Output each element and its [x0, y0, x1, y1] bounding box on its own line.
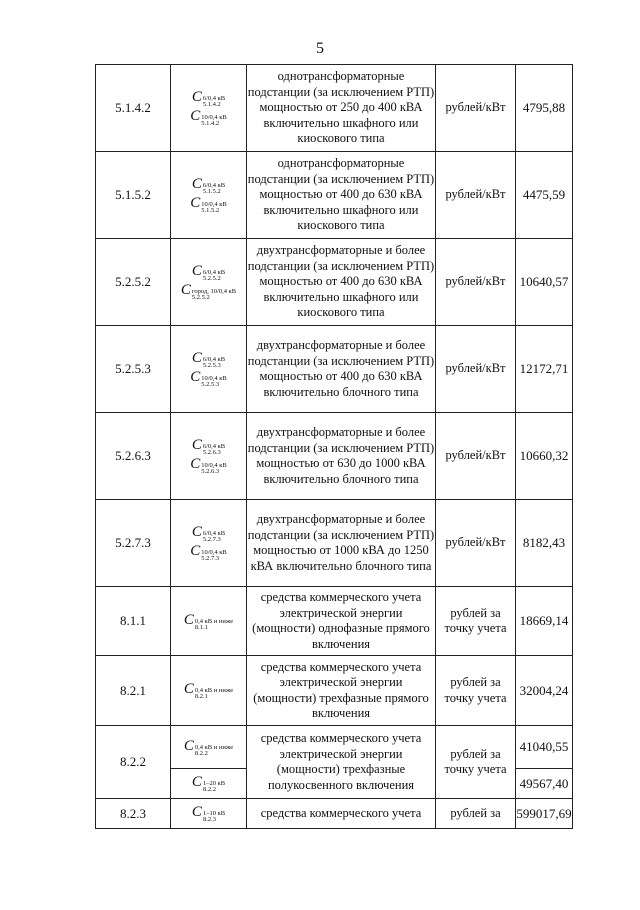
row-code: 8.1.1 — [96, 587, 171, 656]
row-value: 10660,32 — [516, 413, 573, 500]
row-code: 8.2.1 — [96, 656, 171, 726]
row-unit: рублей/кВт — [436, 152, 516, 239]
row-description: средства коммерческого учета электрической энергии (мощности) трехфазные прямого включения — [247, 656, 436, 726]
row-value: 10640,57 — [516, 239, 573, 326]
rate-symbol: C 10/0,4 кВ 5.1.4.2 — [190, 108, 227, 127]
row-unit: рублей за — [436, 799, 516, 829]
rate-symbols — [171, 656, 247, 726]
table-row — [96, 326, 573, 413]
row-description: однотрансформаторные подстанции (за исключением РТП) мощностью от 400 до 630 кВА включительно шкафного или киоскового типа — [247, 152, 436, 239]
rate-symbol: C 6/0,4 кВ 5.2.6.3 — [191, 437, 226, 456]
row-code: 5.1.4.2 — [96, 65, 171, 152]
row-value: 4795,88 — [516, 65, 573, 152]
rate-symbols — [171, 726, 247, 769]
rate-symbols — [171, 769, 247, 799]
row-description: средства коммерческого учета электрической энергии (мощности) однофазные прямого включения — [247, 587, 436, 656]
rate-symbol: C 10/0,4 кВ 5.1.5.2 — [190, 195, 227, 214]
rate-symbol: C 6/0,4 кВ 5.1.5.2 — [191, 176, 226, 195]
rate-symbols — [171, 413, 247, 500]
rate-symbol: C 6/0,4 кВ 5.1.4.2 — [191, 89, 226, 108]
row-unit: рублей за точку учета — [436, 726, 516, 799]
rate-symbol: C 6/0,4 кВ 5.2.7.3 — [191, 524, 226, 543]
rate-symbols — [171, 587, 247, 656]
rate-symbol: C 10/0,4 кВ 5.2.6.3 — [190, 456, 227, 475]
rate-symbol: C 0,4 кВ и ниже 8.2.1 — [183, 681, 234, 700]
page-number: 5 — [316, 40, 324, 57]
row-description: средства коммерческого учета электрической энергии (мощности) трехфазные полукосвенного включения — [247, 726, 436, 799]
rate-symbols — [171, 239, 247, 326]
table-row — [96, 152, 573, 239]
rate-symbols — [171, 799, 247, 829]
table-row — [96, 587, 573, 656]
row-value: 8182,43 — [516, 500, 573, 587]
row-value: 41040,55 — [516, 726, 573, 769]
rate-symbols — [171, 500, 247, 587]
row-description: двухтрансформаторные и более подстанции (за исключением РТП) мощностью от 1000 кВА до 1250 кВА включительно блочного типа — [247, 500, 436, 587]
row-code: 5.2.7.3 — [96, 500, 171, 587]
table-row — [96, 799, 573, 829]
row-value: 18669,14 — [516, 587, 573, 656]
row-code: 5.2.6.3 — [96, 413, 171, 500]
rate-symbol: C 10/0,4 кВ 5.2.5.3 — [190, 369, 227, 388]
row-unit: рублей/кВт — [436, 413, 516, 500]
rate-symbols — [171, 152, 247, 239]
row-unit: рублей/кВт — [436, 239, 516, 326]
rate-symbol: C 0,4 кВ и ниже 8.2.2 — [183, 737, 234, 757]
table-row — [96, 65, 573, 152]
row-value: 12172,71 — [516, 326, 573, 413]
rate-symbol: C 1–20 кВ 8.2.2 — [191, 774, 226, 793]
row-unit: рублей/кВт — [436, 326, 516, 413]
tariff-table — [95, 64, 573, 829]
table-row — [96, 656, 573, 726]
row-value: 599017,69 — [516, 799, 573, 829]
rate-symbols — [171, 65, 247, 152]
rate-symbol: C 0,4 кВ и ниже 8.1.1 — [183, 611, 234, 631]
row-code: 8.2.3 — [96, 799, 171, 829]
row-unit: рублей за точку учета — [436, 587, 516, 656]
rate-symbol: C 6/0,4 кВ 5.2.5.2 — [191, 263, 226, 282]
rate-symbol: C город, 10/0,4 кВ 5.2.5.2 — [180, 282, 237, 301]
rate-symbols — [171, 326, 247, 413]
row-value: 32004,24 — [516, 656, 573, 726]
row-code: 5.1.5.2 — [96, 152, 171, 239]
row-description: средства коммерческого учета — [247, 799, 436, 829]
row-description: двухтрансформаторные и более подстанции (за исключением РТП) мощностью от 630 до 1000 кВА включительно блочного типа — [247, 413, 436, 500]
table-row — [96, 413, 573, 500]
table-row — [96, 239, 573, 326]
rate-symbol: C 6/0,4 кВ 5.2.5.3 — [191, 350, 226, 369]
row-description: двухтрансформаторные и более подстанции (за исключением РТП) мощностью от 400 до 630 кВА включительно шкафного или киоскового типа — [247, 239, 436, 326]
row-value: 4475,59 — [516, 152, 573, 239]
row-code: 8.2.2 — [96, 726, 171, 799]
row-description: однотрансформаторные подстанции (за исключением РТП) мощностью от 250 до 400 кВА включительно шкафного или киоскового типа — [247, 65, 436, 152]
row-code: 5.2.5.2 — [96, 239, 171, 326]
row-value: 49567,40 — [516, 769, 573, 799]
table-row — [96, 500, 573, 587]
rate-symbol: C 10/0,4 кВ 5.2.7.3 — [190, 543, 227, 562]
row-unit: рублей за точку учета — [436, 656, 516, 726]
row-description: двухтрансформаторные и более подстанции (за исключением РТП) мощностью от 400 до 630 кВА включительно блочного типа — [247, 326, 436, 413]
row-code: 5.2.5.3 — [96, 326, 171, 413]
row-unit: рублей/кВт — [436, 65, 516, 152]
rate-symbol: C 1–10 кВ 8.2.3 — [191, 804, 226, 823]
row-unit: рублей/кВт — [436, 500, 516, 587]
table-row — [96, 726, 573, 769]
